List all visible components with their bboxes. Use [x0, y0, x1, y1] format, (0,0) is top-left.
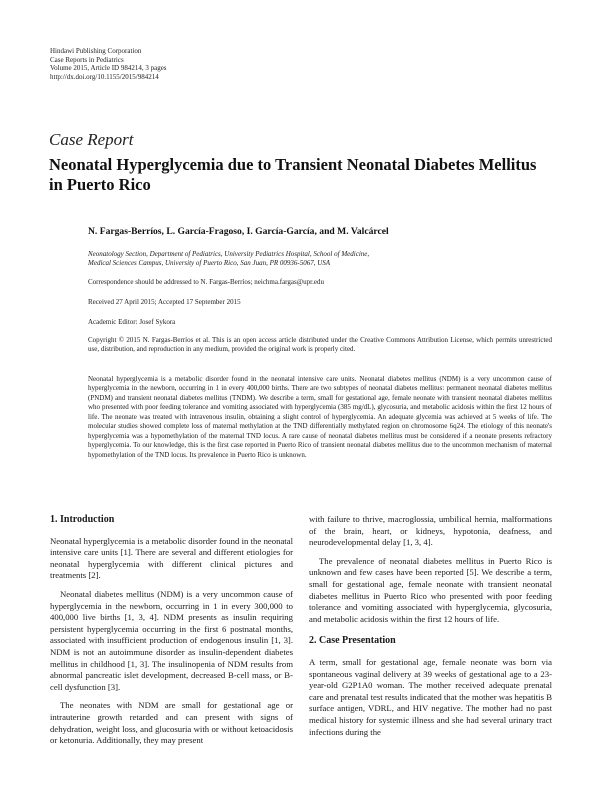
- volume-info: Volume 2015, Article ID 984214, 3 pages: [50, 64, 167, 73]
- publisher-name: Hindawi Publishing Corporation: [50, 47, 142, 55]
- intro-paragraph-2: Neonatal diabetes mellitus (NDM) is a very uncommon cause of hyperglycemia in the newborn, occurring in 1 in every 300,000 to 400,000 live births [1, 3, 4]. NDM presents as insulin requiring persistent hyperglycemia occurring in the first 6 postnatal months, associated with insufficient production of endogenous insulin [1, 3]. NDM is not an autoimmune disorder as insulin-dependent diabetes mellitus in childhood [1, 3]. The insulinopenia of NDM results from abnormal pancreatic islet development, decreased B-cell mass, or B-cell dysfunction [3].: [50, 588, 293, 692]
- journal-header: [50, 47, 350, 81]
- abstract: Neonatal hyperglycemia is a metabolic disorder found in the neonatal intensive care units. Neonatal diabetes mellitus (NDM) is a very uncommon cause of hyperglycemia in the newborn, occurring in 1 in every 400,000 births. There are two subtypes of neonatal diabetes mellitus: permanent neonatal diabetes mellitus (PNDM) and transient neonatal diabetes mellitus (TNDM). We describe a term, small for gestational age, female neonate with transient neonatal diabetes mellitus who presented with poor feeding tolerance and vomiting associated with hyperglycemia (385 mg/dL), glycosuria, and metabolic acidosis within the first 12 hours of life. The neonate was treated with intravenous insulin, obtaining a slight control of hyperglycemia. An adequate glycemia was achieved at 5 weeks of life. The molecular studies showed complete loss of maternal methylation at the TND differentially methylated region on chromosome 6q24. The etiology of this neonate's hyperglycemia was a hypomethylation of the maternal TND locus. A rare cause of neonatal diabetes mellitus must be considered if a neonate presents refractory hyperglycemia. To our knowledge, this is the first case reported in Puerto Rico of transient neonatal diabetes mellitus due to the uncommon mechanism of maternal hypomethylation of the TND locus. Its prevalence in Puerto Rico is unknown.: [88, 375, 552, 459]
- doi-link[interactable]: http://dx.doi.org/10.1155/2015/984214: [50, 72, 159, 81]
- license-statement: Copyright © 2015 N. Fargas-Berríos et al. This is an open access article distributed under the Creative Commons Attribution License, which permits unrestricted use, distribution, and reproduction in any medium, provided the original work is properly cited.: [88, 336, 552, 354]
- academic-editor: Academic Editor: Josef Sykora: [88, 318, 176, 326]
- intro-paragraph-4: with failure to thrive, macroglossia, umbilical hernia, malformations of the brain, heart, or kidneys, hypotonia, deafness, and neurodevelopmental delay [1, 3, 4].: [309, 514, 552, 548]
- affiliation: [88, 250, 558, 268]
- intro-paragraph-5: The prevalence of neonatal diabetes mellitus in Puerto Rico is unknown and few cases have been reported [5]. We describe a term, small for gestational age, female neonate with transient neonatal diabetes mellitus in Puerto Rico who presented with poor feeding tolerance and vomiting associated with hyperglycemia, glycosuria, and metabolic acidosis within the first 12 hours of life.: [309, 555, 552, 624]
- right-column: [309, 514, 552, 745]
- author-list: N. Fargas-Berríos, L. García-Fragoso, I. García-García, and M. Valcárcel: [88, 226, 389, 237]
- article-title: Neonatal Hyperglycemia due to Transient Neonatal Diabetes Mellitus in Puerto Rico: [49, 155, 537, 194]
- affiliation-line-2: Medical Sciences Campus, University of Puerto Rico, San Juan, PR 00936-5067, USA: [88, 259, 331, 268]
- left-column: [50, 514, 293, 754]
- intro-paragraph-3: The neonates with NDM are small for gestational age or intrauterine growth retarded and can present with signs of dehydration, weight loss, and glucosuria with or without ketoacidosis or ketonuria. Additionally, they may present: [50, 700, 293, 746]
- received-dates: Received 27 April 2015; Accepted 17 September 2015: [88, 298, 241, 306]
- affiliation-line-1: Neonatology Section, Department of Pediatrics, University Pediatrics Hospital, School of Medicine,: [88, 250, 370, 258]
- case-paragraph-1: A term, small for gestational age, female neonate was born via spontaneous vaginal delivery at 39 weeks of gestational age to a 23-year-old G2P1A0 woman. The mother received adequate prenatal care and prenatal test results indicated that the mother was hepatitis B surface antigen, VDRL, and HIV negative. The mother had no past medical history for systemic illness and she had several urinary tract infections during the: [309, 656, 552, 737]
- intro-paragraph-1: Neonatal hyperglycemia is a metabolic disorder found in the neonatal intensive care units [1]. There are several and different etiologies for neonatal hyperglycemia with different clinical pictures and treatments [2].: [50, 535, 293, 581]
- introduction-heading: 1. Introduction: [50, 514, 115, 525]
- case-presentation-heading: 2. Case Presentation: [309, 635, 396, 647]
- journal-name: Case Reports in Pediatrics: [50, 55, 124, 64]
- article-type: Case Report: [49, 130, 134, 149]
- correspondence: Correspondence should be addressed to N. Fargas-Berríos; neichma.fargas@upr.edu: [88, 278, 324, 286]
